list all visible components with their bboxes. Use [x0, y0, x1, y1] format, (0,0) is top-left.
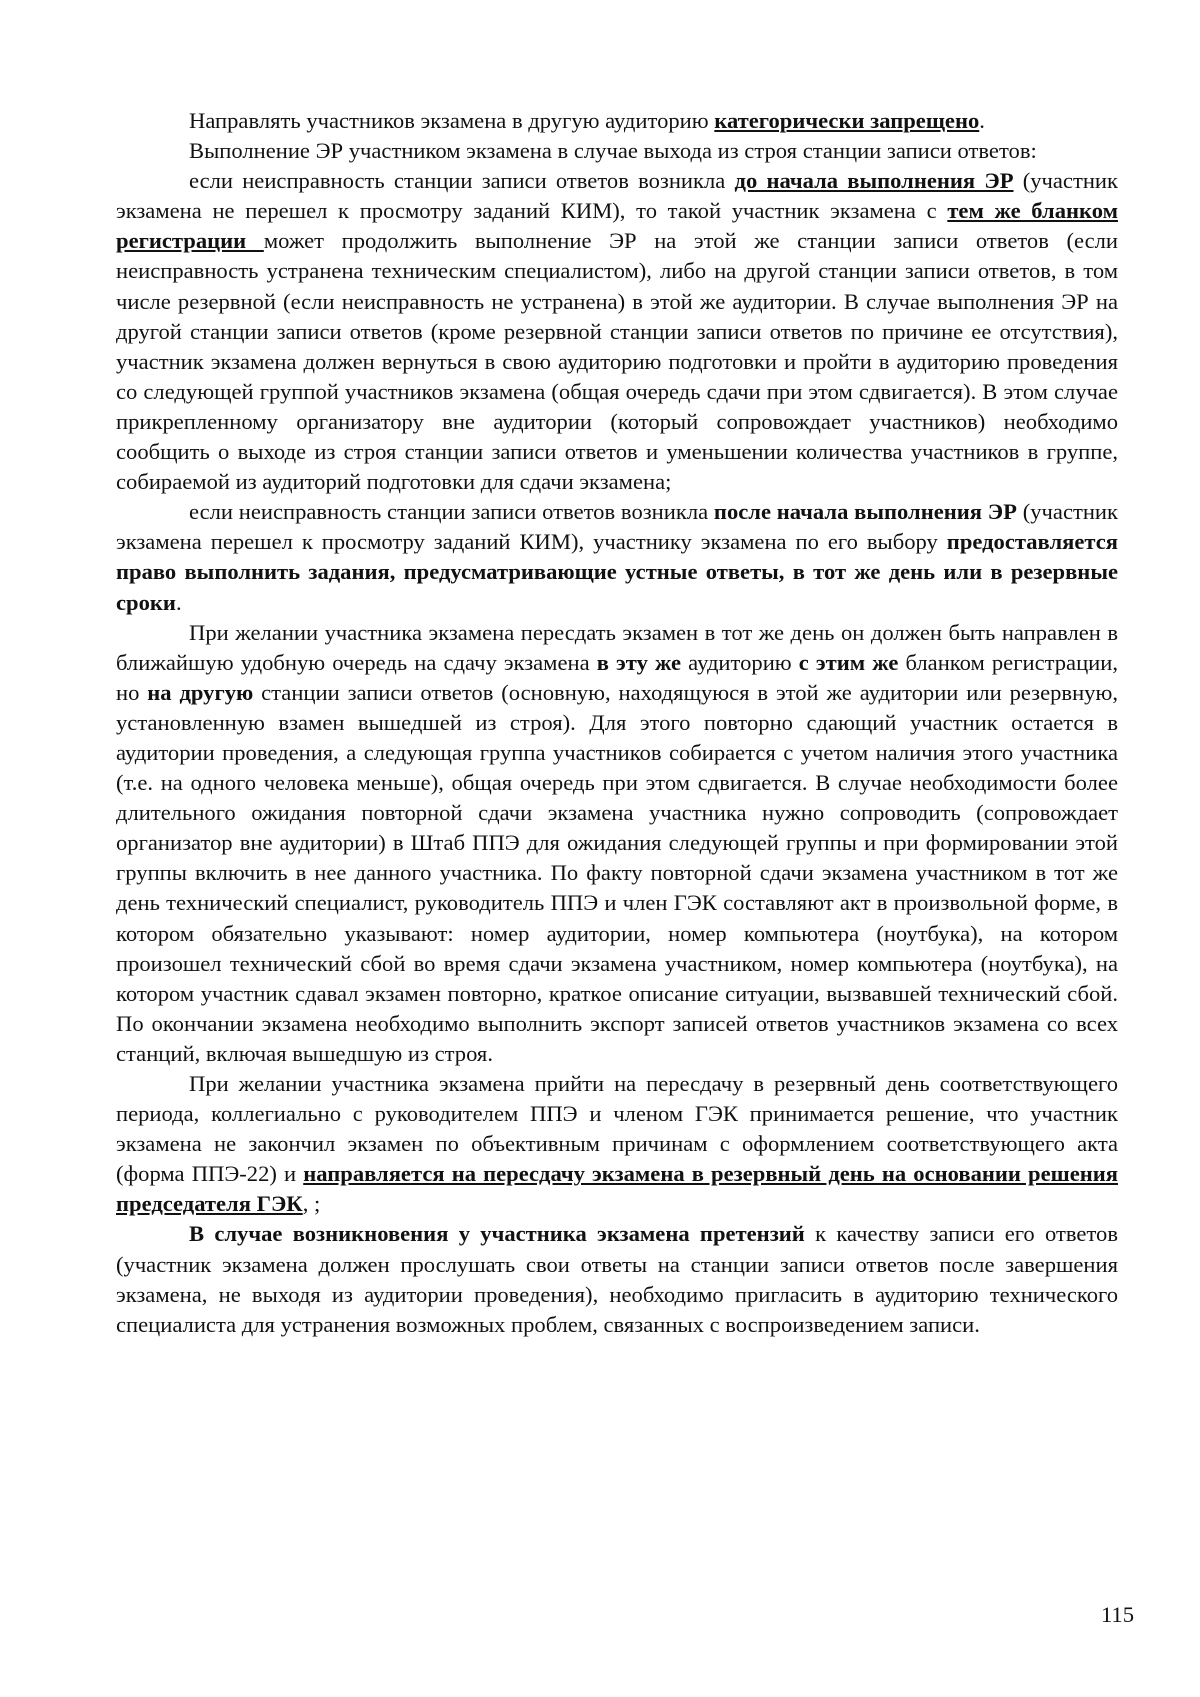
text-segment: Выполнение ЭР участником экзамена в случае выхода из строя станции записи ответов:: [189, 138, 1037, 164]
bold-segment: предоставляется право выполнить задания, предусматривающие устные ответы, в тот же день или в резервные сроки: [116, 529, 1118, 615]
bold-segment: с этим же: [798, 649, 899, 675]
text-segment: При желании участника экзамена прийти на пересдачу в резервный день соответствующего периода, коллегиально с руководителем ППЭ и членом ГЭК принимается решение, что участник экзамена не закончил экзамен по объективным причинам с оформлением соответствующего акта (форма ППЭ-22) и: [116, 1071, 1118, 1187]
text-segment: При желании участника экзамена пересдать экзамен в тот же день он должен быть направлен в ближайшую удобную очередь на сдачу экзамена: [116, 619, 1118, 675]
bold-segment: после начала выполнения ЭР: [713, 499, 1017, 525]
text-segment: , ;: [302, 1191, 321, 1217]
paragraph-6: [116, 1069, 1118, 1219]
bold-segment: В случае возникновения у участника экзамена претензий: [189, 1221, 805, 1247]
body-text: [116, 106, 1118, 1340]
text-segment: если неисправность станции записи ответов возникла: [189, 168, 735, 194]
paragraph-3: [116, 166, 1118, 497]
emphasis-segment: до начала выполнения ЭР: [734, 168, 1014, 194]
text-segment: может продолжить выполнение ЭР на этой же станции записи ответов (если неисправность устранена техническим специалистом), либо на другой станции записи ответов, в том числе резервной (если неисправность не устранена) в этой же аудитории. В случае выполнения ЭР на другой станции записи ответов (кроме резервной станции записи ответов по причине ее отсутствия), участник экзамена должен вернуться в свою аудиторию подготовки и пройти в аудиторию проведения со следующей группой участников экзамена (общая очередь сдачи при этом сдвигается). В этом случае прикрепленному организатору вне аудитории (который сопровождает участников) необходимо сообщить о выходе из строя станции записи ответов и уменьшении количества участников в группе, собираемой из аудиторий подготовки для сдачи экзамена;: [116, 228, 1119, 495]
paragraph-5: [116, 618, 1118, 1069]
paragraph-2: [116, 136, 1118, 166]
page-number: 115: [1100, 1602, 1134, 1627]
text-segment: к качеству записи его ответов (участник экзамена должен прослушать свои ответы на станции записи ответов после завершения экзамена, не выходя из аудитории проведения), необходимо пригласить в аудиторию технического специалиста для устранения возможных проблем, связанных с воспроизведением записи.: [116, 1221, 1118, 1337]
emphasis-segment: категорически запрещено: [714, 108, 980, 133]
text-segment: станции записи ответов (основную, находящуюся в этой же аудитории или резервную, установленную взамен вышедшей из строя). Для этого повторно сдающий участник остается в аудитории проведения, а следующая группа участников собирается с учетом наличия этого участника (т.е. на одного человека меньше), общая очередь при этом сдвигается. В случае необходимости более длительного ожидания повторной сдачи экзамена участника нужно сопроводить (сопровождает организатор вне аудитории) в Штаб ППЭ для ожидания следующей группы и при формировании этой группы включить в нее данного участника. По факту повторной сдачи экзамена участником в тот же день технический специалист, руководитель ППЭ и член ГЭК составляют акт в произвольной форме, в котором обязательно указывают: номер аудитории, номер компьютера (ноутбука), на котором произошел технический сбой во время сдачи экзамена участником, номер компьютера (ноутбука), на котором участник сдавал экзамен повторно, краткое описание ситуации, вызвавшей технический сбой. По окончании экзамена необходимо выполнить экспорт записей ответов участников экзамена со всех станций, включая вышедшую из строя.: [116, 679, 1119, 1066]
text-segment: .: [979, 108, 985, 133]
text-segment: .: [175, 589, 182, 615]
text-segment: (участник экзамена перешел к просмотру заданий КИМ), участнику экзамена по его выбору: [116, 499, 1119, 555]
emphasis-segment: направляется на пересдачу экзамена в резервный день на основании решения председателя ГЭК: [116, 1161, 1118, 1217]
text-segment: аудиторию: [681, 649, 799, 675]
bold-segment: на другую: [147, 679, 254, 705]
emphasis-segment: тем же бланком регистрации: [116, 198, 1118, 254]
bold-segment: в эту же: [596, 649, 682, 675]
text-segment: бланком регистрации, но: [116, 649, 1118, 705]
paragraph-7: [116, 1219, 1118, 1339]
paragraph-4: [116, 497, 1118, 617]
paragraph-1: [116, 106, 1118, 136]
text-segment: если неисправность станции записи ответов возникла: [189, 499, 714, 525]
text-segment: Направлять участников экзамена в другую аудиторию: [189, 108, 715, 133]
text-segment: (участник экзамена не перешел к просмотру заданий КИМ), то такой участник экзамена с: [116, 168, 1118, 224]
